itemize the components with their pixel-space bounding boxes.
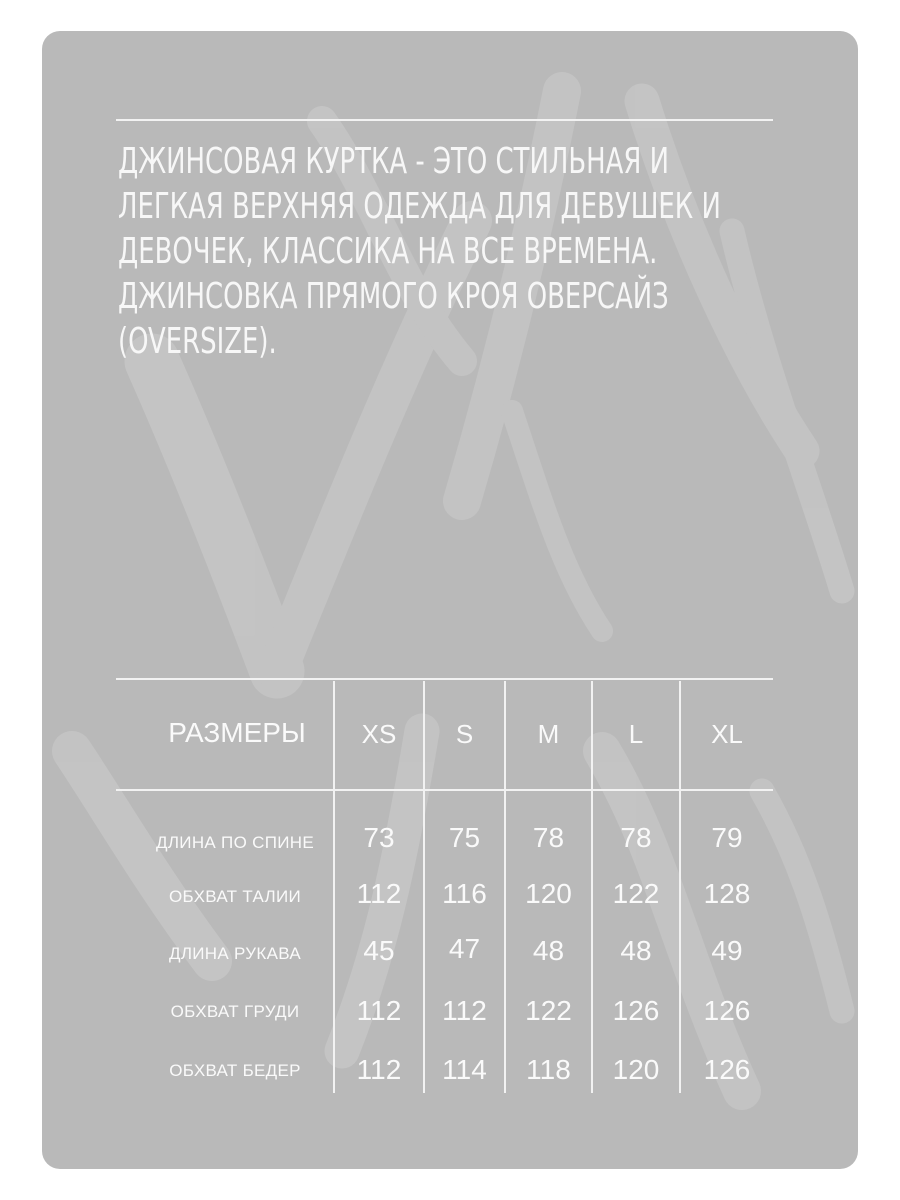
row-label-sleeve-length: ДЛИНА РУКАВА: [169, 944, 301, 963]
table-cell: 126: [703, 1054, 751, 1085]
size-header-s: S: [455, 719, 474, 749]
product-description: [118, 139, 795, 364]
description-line: (OVERSIZE).: [118, 321, 277, 362]
table-cell: 120: [525, 878, 572, 909]
table-cell: 49: [711, 935, 743, 966]
table-cell: 126: [612, 995, 660, 1026]
table-cell: 128: [703, 878, 751, 909]
table-cell: 118: [526, 1054, 571, 1085]
description-line: ДЕВОЧЕК, КЛАССИКА НА ВСЕ ВРЕМЕНА.: [118, 231, 658, 272]
row-label-waist: ОБХВАТ ТАЛИИ: [169, 887, 301, 906]
size-header-m: M: [537, 719, 560, 749]
table-header-label: РАЗМЕРЫ: [168, 717, 306, 748]
top-divider: [116, 119, 773, 121]
table-cell: 126: [703, 995, 751, 1026]
table-cell: 78: [620, 822, 652, 853]
description-line: ДЖИНСОВАЯ КУРТКА - ЭТО СТИЛЬНАЯ И: [118, 141, 669, 182]
table-cell: 79: [711, 822, 743, 853]
table-cell: 122: [612, 878, 660, 909]
table-header-line: [116, 789, 773, 791]
table-cell: 73: [363, 822, 395, 853]
size-header-xl: XL: [711, 719, 743, 749]
description-line: ЛЕГКАЯ ВЕРХНЯЯ ОДЕЖДА ДЛЯ ДЕВУШЕК И: [118, 186, 721, 227]
size-header-xs: XS: [361, 719, 397, 749]
table-cell: 75: [448, 822, 481, 853]
row-label-chest: ОБХВАТ ГРУДИ: [170, 1002, 300, 1021]
table-cell: 112: [356, 995, 402, 1026]
table-top-line: [116, 678, 773, 680]
description-line: ДЖИНСОВКА ПРЯМОГО КРОЯ ОВЕРСАЙЗ: [118, 276, 669, 317]
table-cell: 112: [356, 1054, 402, 1085]
table-cell: 47: [448, 933, 481, 964]
table-cell: 78: [532, 822, 565, 853]
table-cell: 112: [442, 995, 487, 1026]
table-cell: 114: [442, 1054, 487, 1085]
table-cell: 120: [612, 1054, 660, 1085]
table-cell: 45: [363, 935, 395, 966]
row-label-hips: ОБХВАТ БЕДЕР: [169, 1061, 301, 1080]
size-header-l: L: [628, 719, 644, 749]
table-cell: 112: [356, 878, 402, 909]
table-cell: 48: [532, 935, 565, 966]
row-label-back-length: ДЛИНА ПО СПИНЕ: [156, 833, 314, 852]
table-cell: 48: [620, 935, 652, 966]
table-cell: 116: [442, 878, 487, 909]
table-cell: 122: [525, 995, 572, 1026]
size-chart-card: [42, 31, 858, 1169]
